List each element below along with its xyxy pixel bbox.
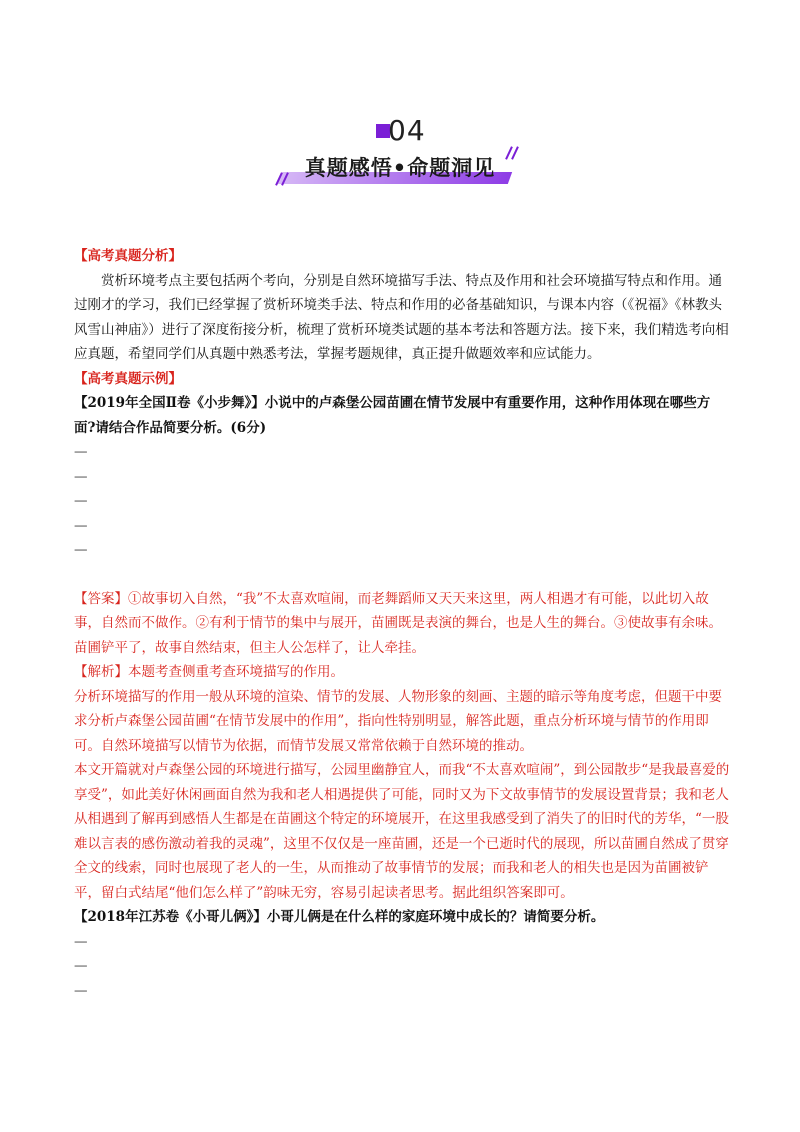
answer-blank-line: — [74,542,88,558]
document-body [74,244,730,1003]
answer-blank-line: — [74,493,88,509]
answer-blank-line: — [74,933,88,950]
spacer [74,563,730,587]
section-title: 真题感悟•命题洞见 [304,156,496,180]
analysis-paragraph: 分析环境描写的作用一般从环境的渲染、情节的发展、人物形象的刻画、主题的暗示等角度考虑，但题干中要求分析卢森堡公园苗圃“在情节发展中的作用”，指向性特别明显，解答此题，重点分析环境与情节的作用即可。自然环境描写以情节为依据，而情节发展又常常依赖于自然环境的推动。 [74,688,722,754]
analysis-paragraph: 本文开篇就对卢森堡公园的环境进行描写，公园里幽静宜人，而我“不太喜欢喧闹”，到公园散步“是我最喜爱的享受”，如此美好休闲画面自然为我和老人相遇提供了可能，同时又为下文故事情节的发展设置背景；我和老人从相遇到了解再到感悟人生都是在苗圃这个特定的环境展开，在这里我感受到了消失了的旧时代的芳华，“一股难以言表的感伤激动着我的灵魂”，这里不仅仅是一座苗圃，还是一个已逝时代的展现，所以苗圃自然成了贯穿全文的线索，同时也展现了老人的一生，从而推动了故事情节的发展；而我和老人的相失也是因为苗圃被铲平，留白式结尾“他们怎么样了”韵味无穷，容易引起读者思考。据此组织答案即可。 [74,762,730,901]
answer-blank-line: — [74,517,88,534]
answer-text: 【答案】①故事切入自然，“我”不太喜欢喧闹，而老舞蹈师又天天来这里，两人相遇才有可能，以此切入故事，自然而不做作。②有利于情节的集中与展开，苗圃既是表演的舞台，也是人生的舞台。③使故事有余味。苗圃铲平了，故事自然结束，但主人公怎样了，让人牵挂。 [74,590,722,656]
answer-blank-line: — [74,982,88,999]
analysis-title: 【解析】本题考查侧重考查环境描写的作用。 [74,664,344,680]
question-2: 【2018年江苏卷《小哥儿俩》】小哥儿俩是在什么样的家庭环境中成长的？请简要分析。 [74,909,605,925]
answer-blank-line: — [74,444,88,460]
section-header [270,110,530,190]
answer-blank-line: — [74,468,88,485]
analysis-heading: 【高考真题分析】 [74,248,182,264]
answer-blank-line: — [74,958,88,974]
section-number: 04 [388,114,426,147]
intro-paragraph: 赏析环境考点主要包括两个考向，分别是自然环境描写手法、特点及作用和社会环境描写特点和作用。通过刚才的学习，我们已经掌握了赏析环境类手法、特点和作用的必备基础知识，与课本内容（《祝福》《林教头风雪山神庙》）进行了深度衔接分析，梳理了赏析环境类试题的基本考法和答题方法。接下来，我们精选考向相应真题，希望同学们从真题中熟悉考法，掌握考题规律，真正提升做题效率和应试能力。 [74,272,729,362]
question-1: 【2019年全国Ⅱ卷《小步舞》】小说中的卢森堡公园苗圃在情节发展中有重要作用，这种作用体现在哪些方面?请结合作品简要分析。(6分) [74,395,711,436]
examples-heading: 【高考真题示例】 [74,370,182,387]
